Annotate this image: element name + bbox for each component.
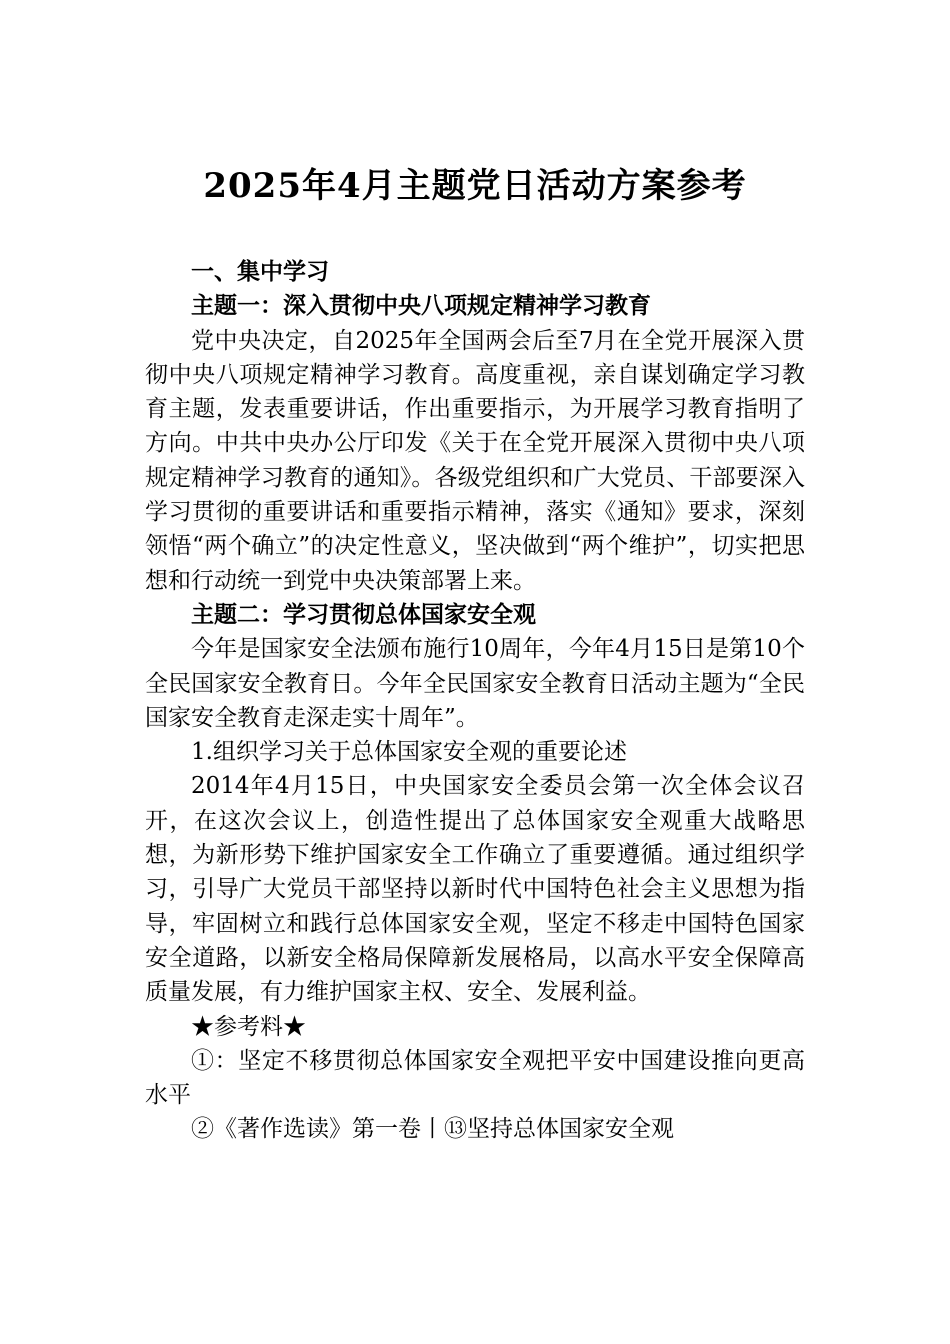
topic-heading: 主题一：深入贯彻中央八项规定精神学习教育	[191, 292, 651, 320]
paragraph: 2014年4月15日，中央国家安全委员会第一次全体会议召开，在这次会议上，创造性提出了总体国家安全观重大战略思想，为新形势下维护国家安全工作确立了重要遵循。通过组织学习，引导广大党员干部坚持以新时代中国特色社会主义思想为指导，牢固树立和践行总体国家安全观，坚定不移走中国特色国家安全道路，以新安全格局保障新发展格局，以高水平安全保障高质量发展，有力维护国家主权、安全、发展利益。	[145, 773, 805, 1006]
reference-item: ②《著作选读》第一卷丨⑬坚持总体国家安全观	[191, 1116, 674, 1143]
document-title: 2025年4月主题党日活动方案参考	[203, 166, 747, 206]
section-heading: 一、集中学习	[191, 258, 329, 285]
reference-heading: ★参考料★	[191, 1013, 306, 1040]
paragraph: 今年是国家安全法颁布施行10周年，今年4月15日是第10个全民国家安全教育日。今年全民国家安全教育日活动主题为“全民国家安全教育走深走实十周年”。	[145, 636, 805, 731]
paragraph: 党中央决定，自2025年全国两会后至7月在全党开展深入贯彻中央八项规定精神学习教育。高度重视，亲自谋划确定学习教育主题，发表重要讲话，作出重要指示，为开展学习教育指明了方向。中共中央办公厅印发《关于在全党开展深入贯彻中央八项规定精神学习教育的通知》。各级党组织和广大党员、干部要深入学习贯彻的重要讲话和重要指示精神，落实《通知》要求，深刻领悟“两个确立”的决定性意义，坚决做到“两个维护”，切实把思想和行动统一到党中央决策部署上来。	[145, 327, 805, 594]
document-body	[145, 255, 805, 1147]
reference-item: ①：坚定不移贯彻总体国家安全观把平安中国建设推向更高水平	[145, 1047, 805, 1109]
subsection-heading: 1.组织学习关于总体国家安全观的重要论述	[191, 739, 627, 766]
topic-heading: 主题二：学习贯彻总体国家安全观	[191, 600, 536, 628]
